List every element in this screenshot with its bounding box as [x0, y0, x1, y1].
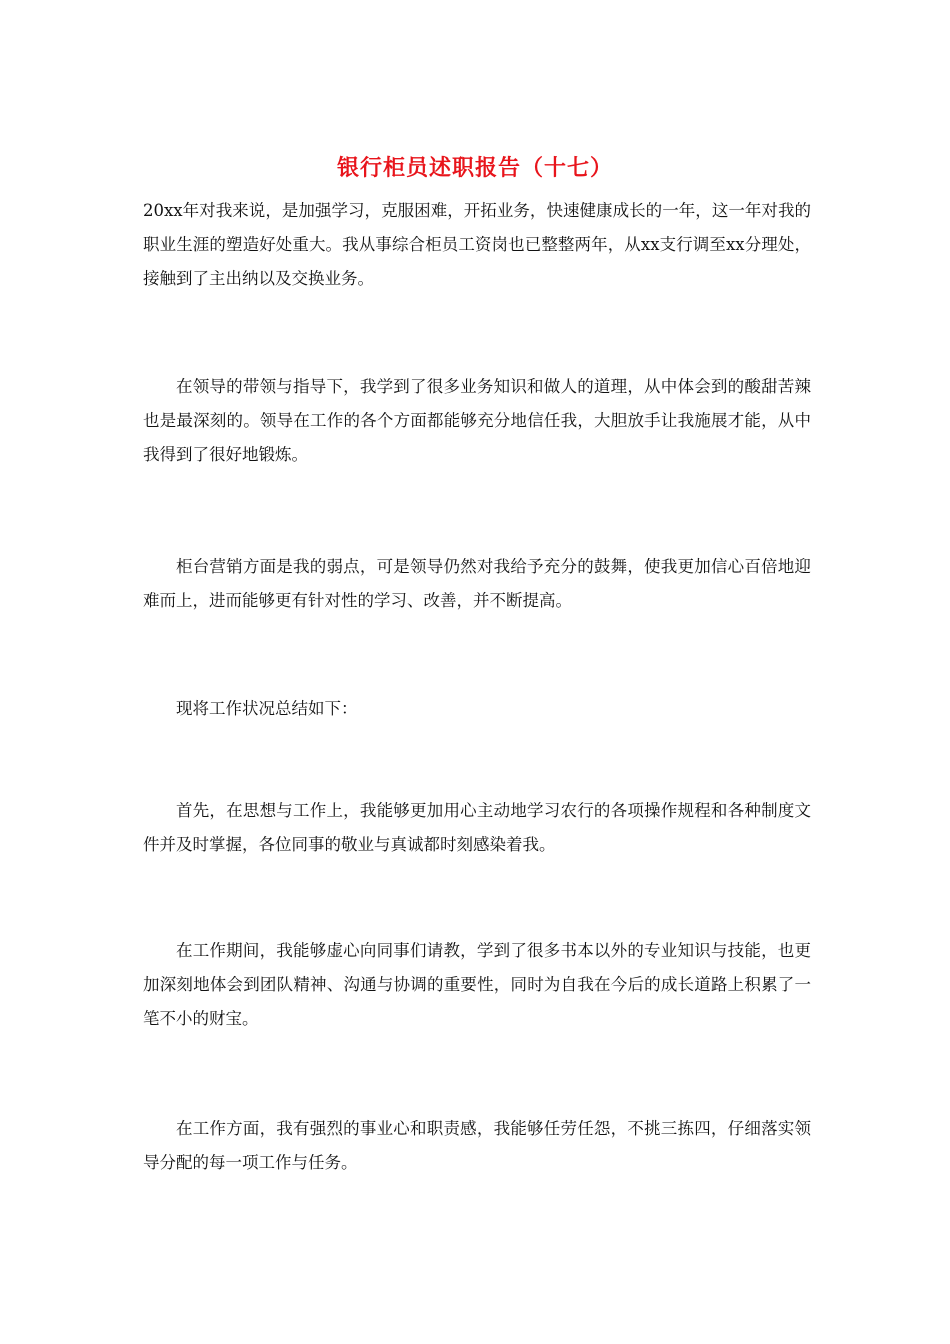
- paragraph-summary-lead: 现将工作状况总结如下：: [176, 699, 358, 718]
- paragraph-first: 首先，在思想与工作上，我能够更加用心主动地学习农行的各项操作规程和各种制度文件并及时掌握，各位同事的敬业与真诚都时刻感染着我。: [143, 801, 811, 854]
- paragraph-leadership: 在领导的带领与指导下，我学到了很多业务知识和做人的道理，从中体会到的酸甜苦辣也是最深刻的。领导在工作的各个方面都能够充分地信任我，大胆放手让我施展才能，从中我得到了很好地锻炼。: [143, 377, 811, 464]
- paragraph-work-aspect: 在工作方面，我有强烈的事业心和职责感，我能够任劳任怨，不挑三拣四，仔细落实领导分配的每一项工作与任务。: [143, 1119, 811, 1172]
- paragraph-marketing: 柜台营销方面是我的弱点，可是领导仍然对我给予充分的鼓舞，使我更加信心百倍地迎难而上，进而能够更有针对性的学习、改善，并不断提高。: [143, 557, 811, 610]
- paragraph-work-period: 在工作期间，我能够虚心向同事们请教，学到了很多书本以外的专业知识与技能，也更加深刻地体会到团队精神、沟通与协调的重要性，同时为自我在今后的成长道路上积累了一笔不小的财宝。: [143, 941, 811, 1028]
- document-title: 银行柜员述职报告（十七）: [336, 155, 613, 181]
- paragraph-intro: 20xx年对我来说，是加强学习，克服困难，开拓业务，快速健康成长的一年，这一年对我的职业生涯的塑造好处重大。我从事综合柜员工资岗也已整整两年，从xx支行调至xx分理处，接触到了主出纳以及交换业务。: [143, 201, 811, 288]
